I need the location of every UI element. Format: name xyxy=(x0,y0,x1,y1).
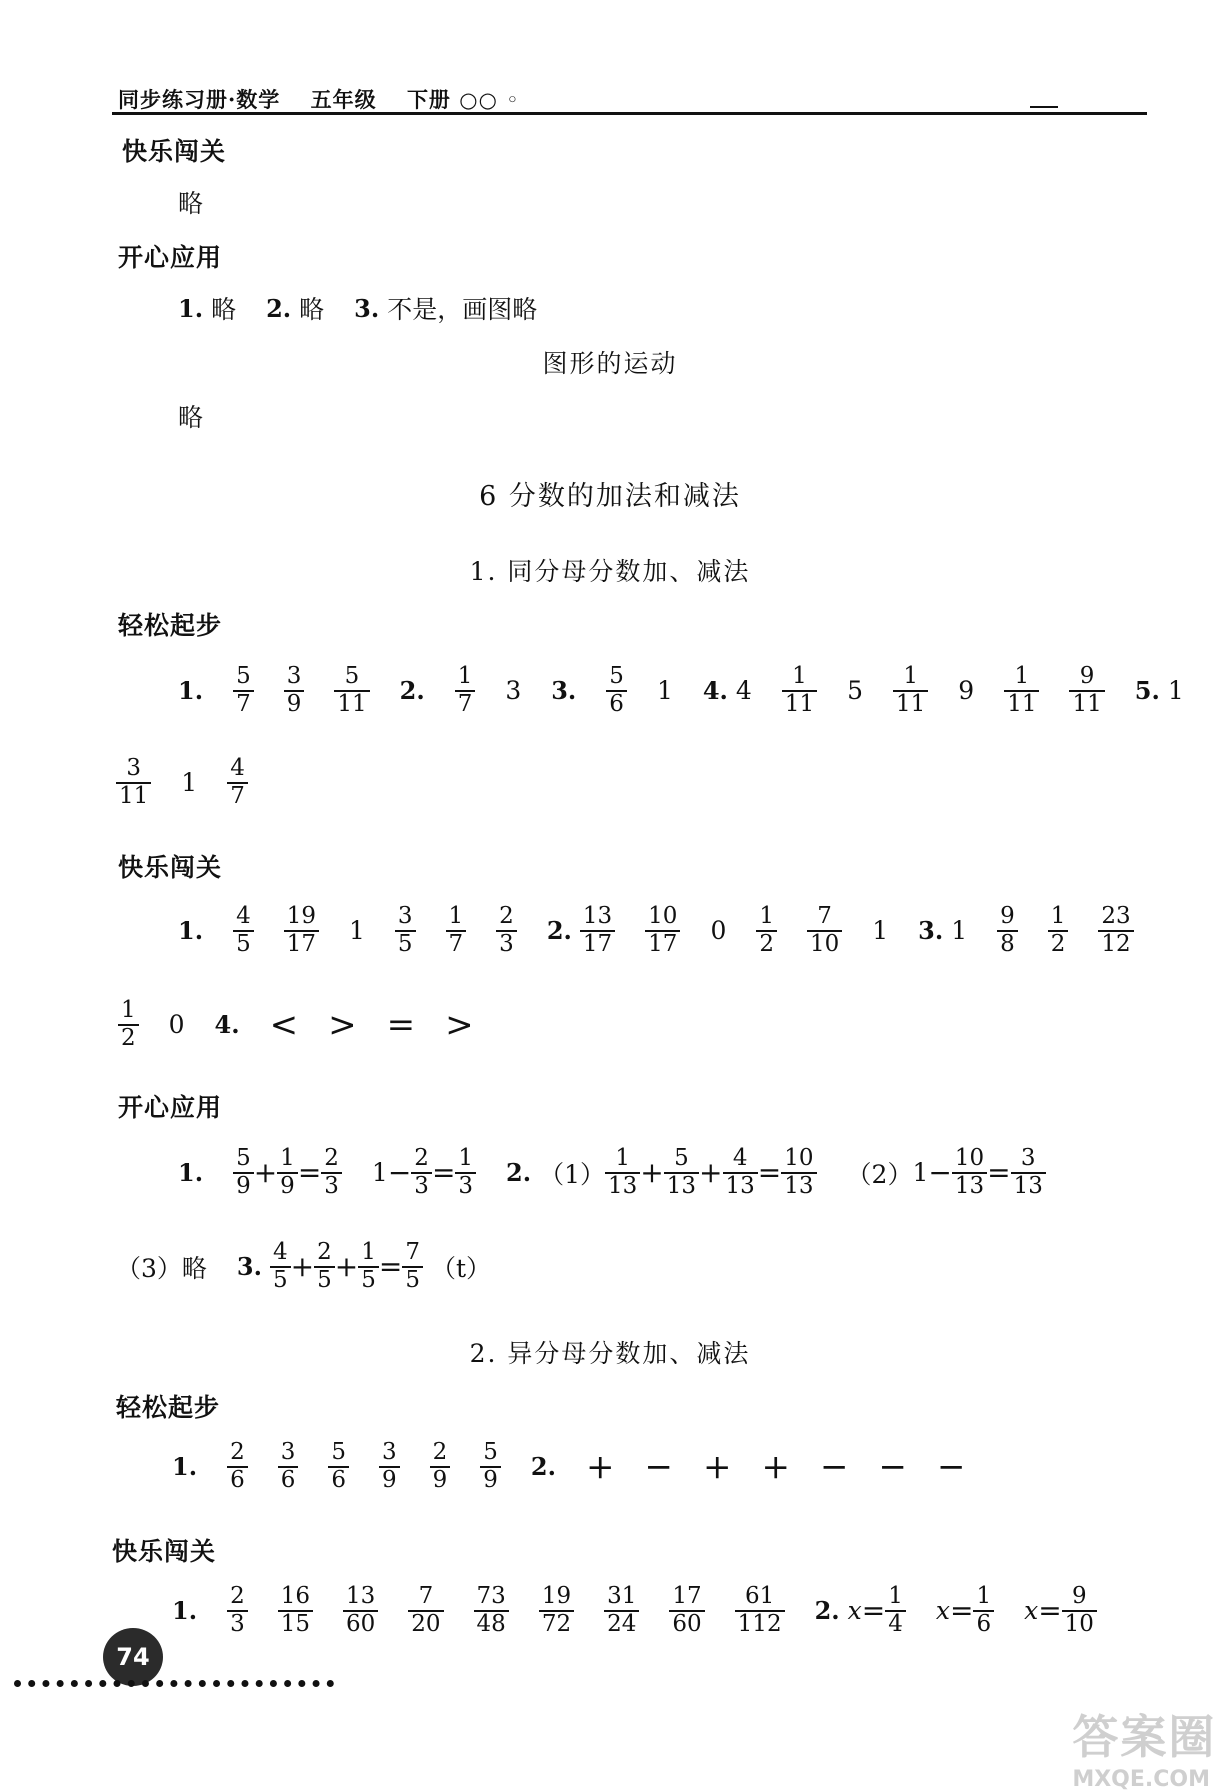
question-number: 4. xyxy=(702,676,728,706)
answer-value: 5 xyxy=(847,676,863,706)
fraction: $\frac{1}{2}$ xyxy=(118,998,139,1052)
answer-line xyxy=(116,756,248,810)
operator-symbol: − xyxy=(936,1446,966,1487)
fraction: $\frac{10}{13}$ xyxy=(781,1146,816,1200)
fraction: $\frac{2}{5}$ xyxy=(314,1240,335,1294)
unit-label: （t） xyxy=(430,1253,491,1283)
question-number: 1. xyxy=(178,916,204,946)
fraction: $\frac{4}{5}$ xyxy=(233,904,254,958)
question-number: 2. xyxy=(266,293,292,323)
answer-text: 不是，画图略 xyxy=(387,295,538,324)
fraction: $\frac{4}{7}$ xyxy=(227,756,248,810)
variable-x: x xyxy=(1024,1596,1039,1626)
fraction: $\frac{13}{60}$ xyxy=(343,1584,378,1638)
fraction: $\frac{3}{11}$ xyxy=(116,756,151,810)
header-rule xyxy=(112,112,1147,115)
running-header xyxy=(118,84,520,114)
fraction: $\frac{9}{11}$ xyxy=(1069,664,1104,718)
fraction: $\frac{7}{10}$ xyxy=(807,904,842,958)
grade-label: 五年级 xyxy=(310,87,377,112)
fraction: $\frac{9}{10}$ xyxy=(1062,1584,1097,1638)
question-number: 5. xyxy=(1134,676,1160,706)
question-number: 2. xyxy=(506,1158,532,1188)
fraction: $\frac{2}{3}$ xyxy=(496,904,517,958)
question-number: 3. xyxy=(551,676,577,706)
fraction: $\frac{1}{3}$ xyxy=(455,1146,476,1200)
fraction: $\frac{5}{6}$ xyxy=(328,1440,349,1494)
answer-line xyxy=(178,664,1184,718)
answer-value: 1 xyxy=(951,916,968,946)
fraction: $\frac{10}{17}$ xyxy=(645,904,680,958)
question-number: 1. xyxy=(178,293,204,323)
equals-sign: = xyxy=(1038,1594,1062,1628)
question-number: 2. xyxy=(399,676,425,706)
answer-text: 略 xyxy=(178,189,204,218)
answer-line xyxy=(178,904,1134,958)
fraction: $\frac{1}{6}$ xyxy=(973,1584,994,1638)
answer-text: 略 xyxy=(181,1253,207,1283)
watermark xyxy=(1072,1701,1220,1792)
question-number: 1. xyxy=(172,1596,198,1626)
answer-value: 1 xyxy=(181,768,198,798)
question-number: 1. xyxy=(172,1452,198,1482)
fraction: $\frac{73}{48}$ xyxy=(474,1584,509,1638)
subsection-title: 2. 异分母分数加、减法 xyxy=(469,1339,751,1368)
answer-text: 略 xyxy=(178,403,204,432)
answer-line xyxy=(172,1440,965,1494)
answer-value: 1 xyxy=(371,1158,388,1188)
fraction: $\frac{4}{13}$ xyxy=(723,1146,758,1200)
question-number: 1. xyxy=(178,1158,204,1188)
fraction: $\frac{5}{7}$ xyxy=(233,664,254,718)
header-mark xyxy=(1030,106,1058,108)
section-title: 图形的运动 xyxy=(542,349,678,378)
fraction: $\frac{5}{9}$ xyxy=(480,1440,501,1494)
section-label: 开心应用 xyxy=(118,243,223,272)
variable-x: x xyxy=(935,1596,950,1626)
compare-symbol: < xyxy=(269,1004,299,1045)
answer-line xyxy=(178,290,537,326)
fraction: $\frac{1}{7}$ xyxy=(446,904,467,958)
fraction: $\frac{1}{2}$ xyxy=(756,904,777,958)
operator-symbol: + xyxy=(761,1446,790,1487)
fraction: $\frac{10}{13}$ xyxy=(952,1146,987,1200)
compare-symbol: = xyxy=(386,1004,416,1045)
book-title: 同步练习册·数学 xyxy=(118,87,281,112)
part-label: （1） xyxy=(539,1159,606,1189)
fraction: $\frac{1}{5}$ xyxy=(358,1240,379,1294)
question-number: 4. xyxy=(214,1010,240,1040)
section-label: 轻松起步 xyxy=(116,1393,221,1422)
part-label: （2） xyxy=(846,1159,913,1189)
equals-sign: = xyxy=(949,1594,974,1628)
fraction: $\frac{1}{11}$ xyxy=(1004,664,1039,718)
section-label: 开心应用 xyxy=(118,1093,223,1122)
footer-dots xyxy=(14,1680,334,1687)
minus-sign: − xyxy=(928,1156,952,1190)
fraction: $\frac{13}{17}$ xyxy=(580,904,615,958)
question-number: 2. xyxy=(546,916,572,946)
page-number: 74 xyxy=(103,1628,163,1686)
answer-text: 略 xyxy=(299,295,325,324)
fraction: $\frac{3}{6}$ xyxy=(278,1440,299,1494)
answer-value: 0 xyxy=(710,916,727,946)
equals-sign: = xyxy=(757,1156,782,1190)
fraction: $\frac{2}{9}$ xyxy=(430,1440,451,1494)
section-label: 快乐闯关 xyxy=(112,1537,217,1566)
question-number: 2. xyxy=(530,1452,556,1482)
fraction: $\frac{1}{11}$ xyxy=(782,664,817,718)
answer-line xyxy=(116,1240,491,1294)
answer-line xyxy=(178,1146,1046,1200)
equals-sign: = xyxy=(861,1594,886,1628)
question-number: 3. xyxy=(236,1252,262,1282)
operator-symbol: + xyxy=(702,1446,732,1487)
answer-value: 4 xyxy=(735,676,752,706)
fraction: $\frac{5}{11}$ xyxy=(334,664,369,718)
plus-sign: + xyxy=(334,1250,359,1284)
watermark-brand: 答案圈 xyxy=(1072,1710,1217,1764)
section-label: 快乐闯关 xyxy=(118,853,223,882)
question-number: 2. xyxy=(814,1596,840,1626)
equals-sign: = xyxy=(378,1250,403,1284)
part-label: （3） xyxy=(116,1253,182,1283)
watermark-site: MXQE.COM xyxy=(1072,1767,1210,1792)
plus-sign: + xyxy=(253,1156,278,1190)
fraction: $\frac{7}{20}$ xyxy=(408,1584,443,1638)
answer-line xyxy=(118,998,474,1052)
fraction: $\frac{3}{13}$ xyxy=(1011,1146,1046,1200)
equals-sign: = xyxy=(431,1156,456,1190)
fraction: $\frac{1}{4}$ xyxy=(885,1584,906,1638)
plus-sign: + xyxy=(640,1156,664,1190)
fraction: $\frac{23}{12}$ xyxy=(1098,904,1133,958)
equals-sign: = xyxy=(987,1156,1011,1190)
fraction: $\frac{3}{5}$ xyxy=(395,904,416,958)
compare-symbol: > xyxy=(328,1004,357,1045)
minus-sign: − xyxy=(387,1156,412,1190)
question-number: 3. xyxy=(354,293,380,323)
fraction: $\frac{1}{9}$ xyxy=(277,1146,298,1200)
fraction: $\frac{4}{5}$ xyxy=(270,1240,291,1294)
plus-sign: + xyxy=(699,1156,723,1190)
fraction: $\frac{31}{24}$ xyxy=(604,1584,639,1638)
answer-value: 3 xyxy=(505,676,522,706)
answer-text: 略 xyxy=(211,295,237,324)
answer-value: 1 xyxy=(656,676,673,706)
fraction: $\frac{5}{13}$ xyxy=(664,1146,699,1200)
answer-value: 1 xyxy=(872,916,889,946)
fraction: $\frac{1}{2}$ xyxy=(1048,904,1069,958)
fraction: $\frac{17}{60}$ xyxy=(669,1584,704,1638)
equals-sign: = xyxy=(297,1156,322,1190)
fraction: $\frac{2}{3}$ xyxy=(411,1146,432,1200)
fraction: $\frac{5}{9}$ xyxy=(233,1146,254,1200)
fraction: $\frac{1}{11}$ xyxy=(893,664,928,718)
fraction: $\frac{19}{72}$ xyxy=(539,1584,574,1638)
fraction: $\frac{3}{9}$ xyxy=(284,664,305,718)
operator-symbol: − xyxy=(878,1446,907,1487)
question-number: 1. xyxy=(178,676,204,706)
fraction: $\frac{2}{3}$ xyxy=(227,1584,248,1638)
answer-value: 1 xyxy=(1167,676,1184,706)
fraction: $\frac{1}{7}$ xyxy=(455,664,476,718)
chapter-title: 6 分数的加法和减法 xyxy=(479,481,741,512)
plus-sign: + xyxy=(290,1250,315,1284)
fraction: $\frac{5}{6}$ xyxy=(606,664,627,718)
section-label: 轻松起步 xyxy=(118,611,223,640)
answer-value: 0 xyxy=(168,1010,185,1040)
fraction: $\frac{19}{17}$ xyxy=(284,904,319,958)
answer-line xyxy=(172,1584,1097,1638)
operator-symbol: − xyxy=(819,1446,849,1487)
fraction: $\frac{9}{8}$ xyxy=(997,904,1018,958)
fraction: $\frac{16}{15}$ xyxy=(278,1584,313,1638)
fraction: $\frac{61}{112}$ xyxy=(735,1584,785,1638)
variable-x: x xyxy=(847,1596,862,1626)
operator-symbol: − xyxy=(644,1446,673,1487)
fraction: $\frac{1}{13}$ xyxy=(605,1146,640,1200)
operator-symbol: + xyxy=(585,1446,615,1487)
answer-value: 1 xyxy=(912,1158,929,1188)
question-number: 3. xyxy=(918,916,944,946)
section-label: 快乐闯关 xyxy=(122,137,227,166)
answer-value: 1 xyxy=(348,916,365,946)
subsection-title: 1. 同分母分数加、减法 xyxy=(469,557,751,586)
fraction: $\frac{3}{9}$ xyxy=(379,1440,400,1494)
volume-label: 下册 ○○ ◦ xyxy=(406,87,520,112)
fraction: $\frac{2}{3}$ xyxy=(321,1146,342,1200)
compare-symbol: > xyxy=(445,1004,474,1045)
fraction: $\frac{2}{6}$ xyxy=(227,1440,248,1494)
answer-value: 9 xyxy=(958,676,975,706)
fraction: $\frac{7}{5}$ xyxy=(402,1240,423,1294)
